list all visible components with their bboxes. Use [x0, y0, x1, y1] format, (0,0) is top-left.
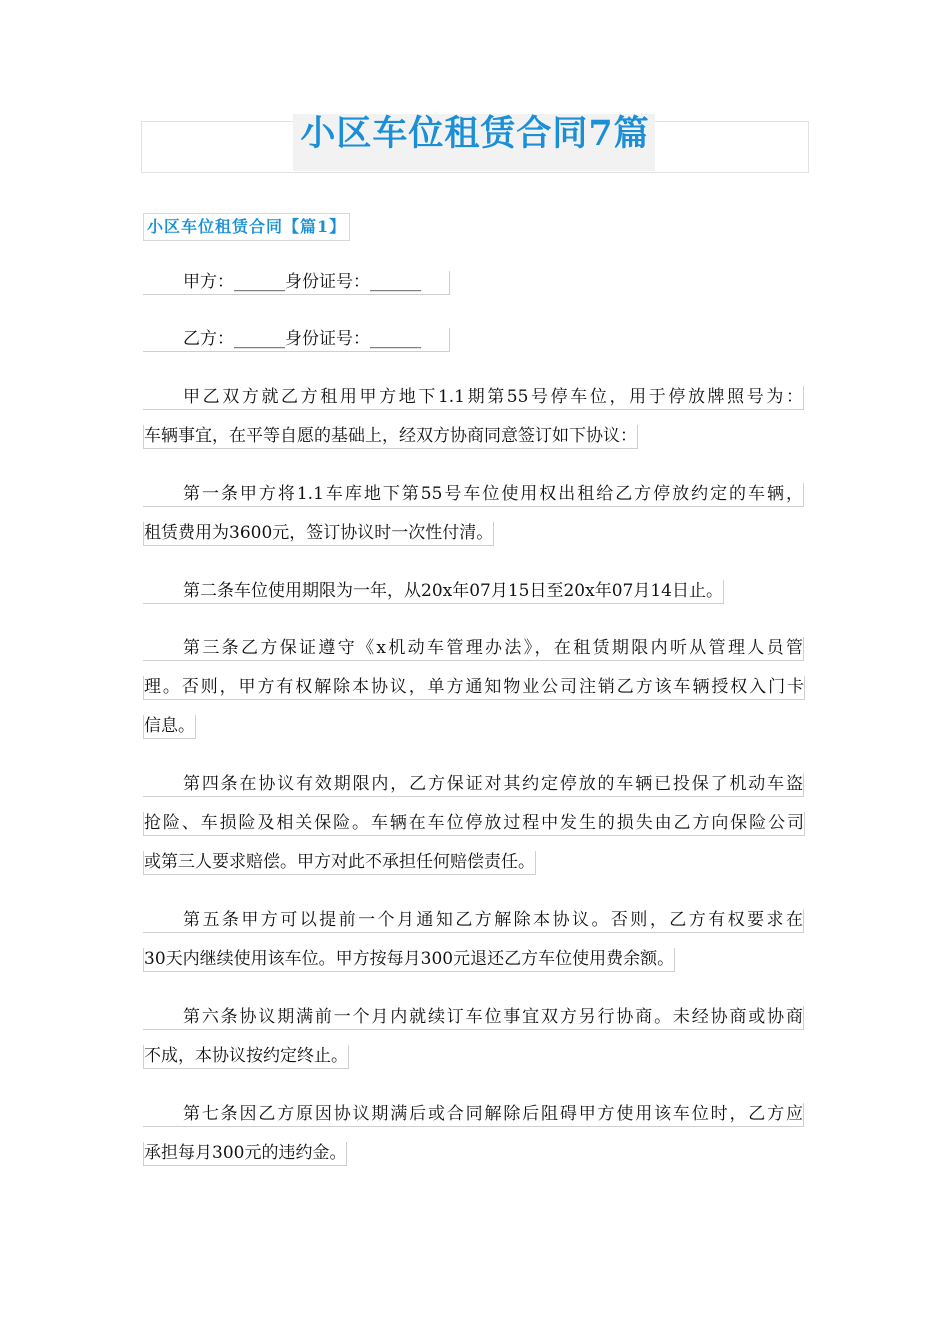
paragraph-line: 第二条车位使用期限为一年，从20x年07月15日至20x年07月14日止。	[143, 580, 724, 604]
party-a-line	[143, 271, 807, 310]
contract-paragraph	[143, 1103, 807, 1181]
page-title: 小区车位租赁合同7篇	[300, 113, 650, 154]
paragraph-line: 车辆事宜，在平等自愿的基础上，经双方协商同意签订如下协议：	[143, 425, 638, 449]
paragraph-line: 不成，本协议按约定终止。	[143, 1045, 349, 1069]
paragraph-line: 甲乙双方就乙方租用甲方地下1.1期第55号停车位，用于停放牌照号为：	[143, 386, 804, 410]
contract-paragraph	[143, 909, 807, 987]
paragraph-line: 30天内继续使用该车位。甲方按每月300元退还乙方车位使用费余额。	[143, 948, 675, 972]
paragraph-line: 承担每月300元的违约金。	[143, 1142, 347, 1166]
contract-paragraph	[143, 1006, 807, 1084]
section-heading: 小区车位租赁合同【篇1】	[143, 213, 350, 241]
paragraph-line: 第三条乙方保证遵守《x机动车管理办法》，在租赁期限内听从管理人员管	[143, 637, 804, 661]
party-b-line	[143, 328, 807, 367]
paragraph-line: 第四条在协议有效期限内，乙方保证对其约定停放的车辆已投保了机动车盗	[143, 773, 804, 797]
paragraph-line: 或第三人要求赔偿。甲方对此不承担任何赔偿责任。	[143, 851, 536, 875]
contract-paragraph	[143, 637, 807, 754]
contract-paragraph	[143, 386, 807, 464]
paragraph-line: 第五条甲方可以提前一个月通知乙方解除本协议。否则，乙方有权要求在	[143, 909, 804, 933]
paragraph-line: 抢险、车损险及相关保险。车辆在车位停放过程中发生的损失由乙方向保险公司	[143, 812, 805, 836]
party-b-text: 乙方：______身份证号：______	[143, 328, 450, 352]
paragraph-line: 第一条甲方将1.1车库地下第55号车位使用权出租给乙方停放约定的车辆，	[143, 483, 804, 507]
party-a-text: 甲方：______身份证号：______	[143, 271, 450, 295]
paragraph-line: 理。否则，甲方有权解除本协议，单方通知物业公司注销乙方该车辆授权入门卡	[143, 676, 805, 700]
paragraph-line: 第六条协议期满前一个月内就续订车位事宜双方另行协商。未经协商或协商	[143, 1006, 804, 1030]
contract-paragraph	[143, 483, 807, 561]
paragraph-line: 租赁费用为3600元，签订协议时一次性付清。	[143, 522, 494, 546]
contract-paragraph	[143, 580, 807, 619]
contract-paragraph	[143, 773, 807, 890]
paragraph-line: 信息。	[143, 715, 196, 739]
paragraph-line: 第七条因乙方原因协议期满后或合同解除后阻碍甲方使用该车位时，乙方应	[143, 1103, 804, 1127]
